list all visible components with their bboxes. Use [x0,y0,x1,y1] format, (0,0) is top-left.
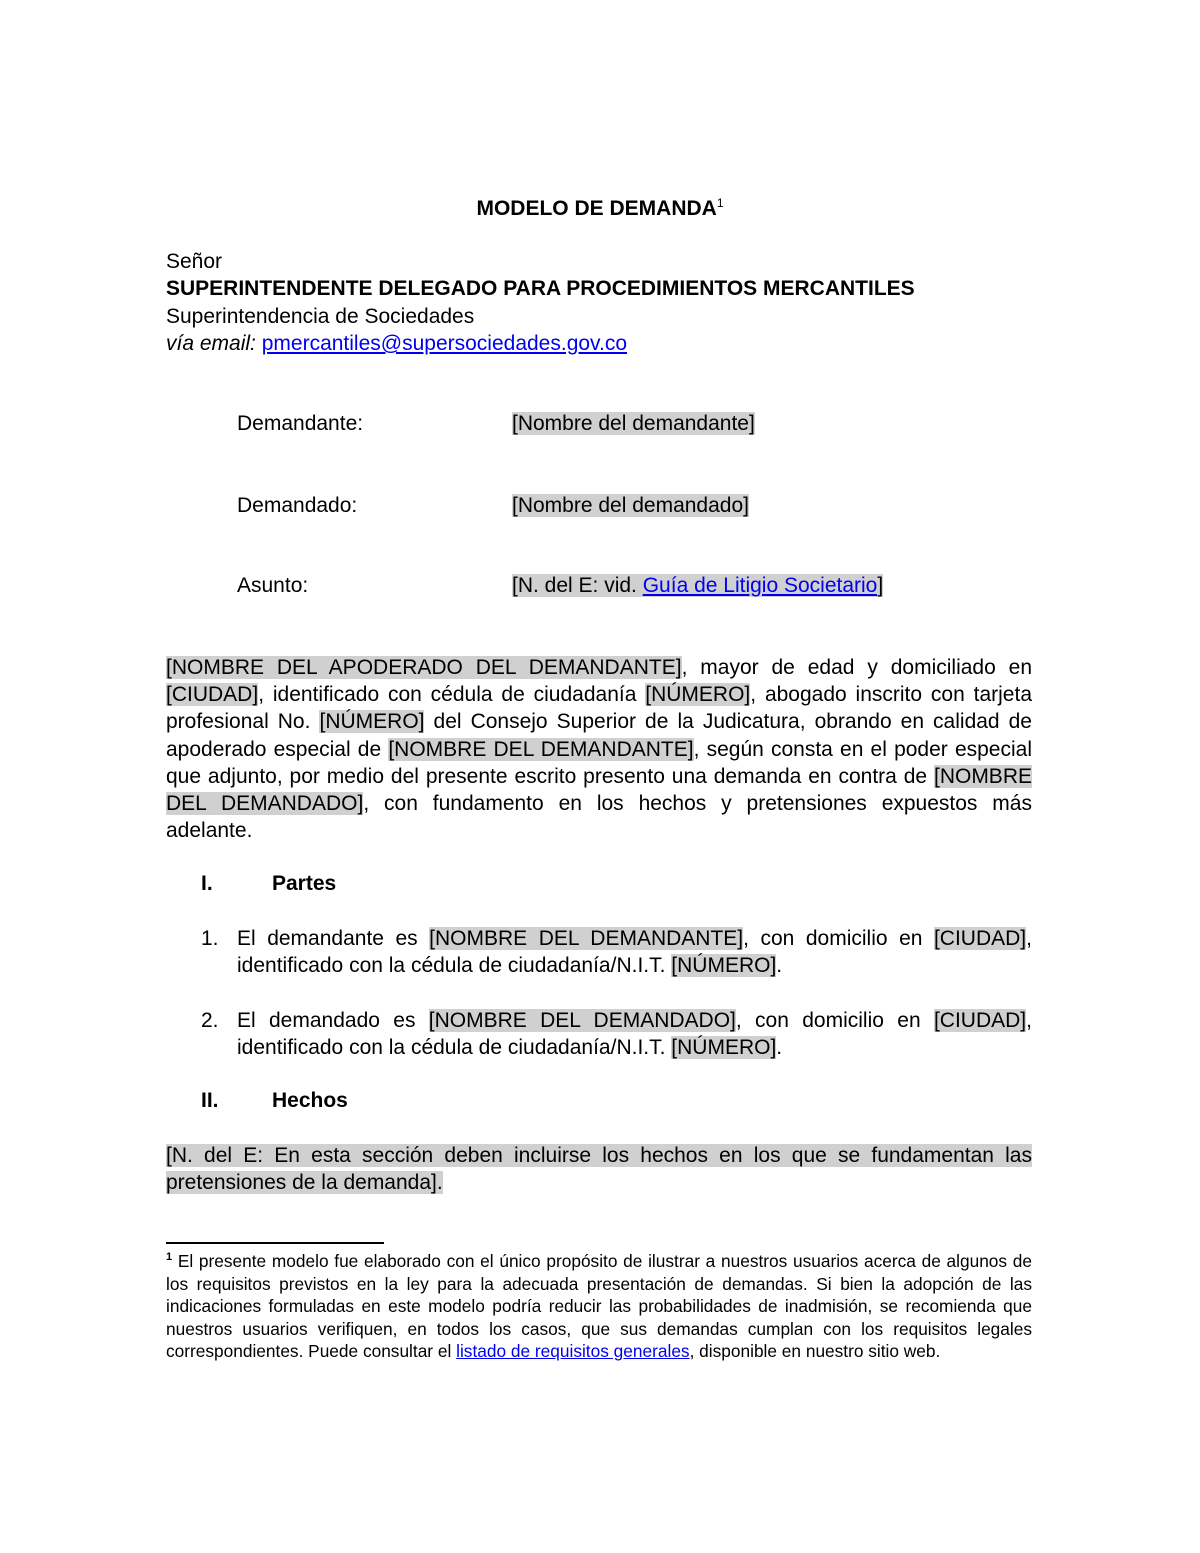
section-number-partes: I. [201,872,213,895]
placeholder: [Nombre del demandado] [512,494,749,517]
field-label-demandante: Demandante: [237,412,364,435]
intro-paragraph [166,654,1032,844]
salutation: Señor [166,250,223,273]
field-value-demandado [512,492,749,519]
text-run: del Consejo Superior de la Judicatura, obrando en calidad de apoderado especial de [166,710,1032,761]
placeholder: [NOMBRE DEL DEMANDADO] [428,1009,736,1032]
text-run: , según consta en el poder especial que adjunto, por medio del presente escrito presento una demanda en contra de [166,737,1032,788]
text-run: , identificado con cédula de ciudadanía [258,683,646,707]
placeholder: [NOMBRE DEL DEMANDADO] [166,764,1032,816]
addressee-email-line [166,330,1066,357]
email-link[interactable]: pmercantiles@supersociedades.gov.co [261,332,628,355]
text-run: El demandado es [237,1009,429,1032]
list-number-2: 2. [201,1009,219,1032]
placeholder: [NÚMERO] [645,683,751,707]
guia-litigio-link[interactable]: Guía de Litigio Societario [642,574,878,597]
text-run: , mayor de edad y domiciliado en [681,656,1033,679]
placeholder: [NOMBRE DEL APODERADO DEL DEMANDANTE] [166,656,682,679]
placeholder: [CIUDAD] [933,1009,1027,1032]
footnote-mark: 1 [166,1251,173,1264]
section-title-hechos: Hechos [272,1089,348,1112]
footnote-separator [166,1242,384,1244]
title-footnote-mark[interactable]: 1 [716,196,724,210]
text-run: . [776,954,783,978]
asunto-suffix: ] [877,574,884,597]
field-value-asunto [512,572,883,599]
list-item-demandante [237,925,1032,979]
placeholder: [NÚMERO] [671,954,777,978]
text-run: , abogado inscrito con tarjeta profesional No. [166,683,1032,734]
placeholder: [NOMBRE DEL DEMANDANTE] [429,927,744,950]
section-title-partes: Partes [272,872,337,895]
title-text: MODELO DE DEMANDA [476,197,717,220]
asunto-prefix: [N. del E: vid. [512,574,643,597]
text-run: , con domicilio en [743,927,934,950]
field-label-demandado: Demandado: [237,494,358,517]
text-run: , identificado con la cédula de ciudadanía/N.I.T. [237,1009,1032,1060]
hechos-note [166,1142,1032,1196]
section-number-hechos: II. [201,1089,219,1112]
placeholder: [NÚMERO] [671,1036,777,1060]
footnote-suffix: , disponible en nuestro sitio web. [689,1341,941,1362]
addressee-entity: Superintendencia de Sociedades [166,305,475,328]
field-label-asunto: Asunto: [237,574,309,597]
footnote [166,1250,1032,1363]
placeholder: [CIUDAD] [166,683,259,707]
list-number-1: 1. [201,927,219,950]
text-run: , con fundamento en los hechos y pretensiones expuestos más adelante. [166,792,1032,843]
requisitos-link[interactable]: listado de requisitos generales [456,1341,690,1362]
footnote-text: El presente modelo fue elaborado con el único propósito de ilustrar a nuestros usuarios acerca de algunos de los requisitos previstos en la ley para la adecuada presentación de demandas. Si bien la adopción de las indicaciones formuladas en este modelo podría reducir las probabilidades de inadmisión, se recomienda que nuestros usuarios verifiquen, en todos los casos, que sus demandas cumplan con los requisitos legales correspondientes. Puede consultar el [166,1251,1032,1362]
field-value-demandante [512,410,755,437]
addressee-position: SUPERINTENDENTE DELEGADO PARA PROCEDIMIENTOS MERCANTILES [166,277,915,300]
placeholder: [N. del E: En esta sección deben incluirse los hechos en los que se fundamentan las pretensiones de la demanda]. [166,1144,1032,1194]
text-run: . [776,1036,783,1060]
email-prefix: vía email: [166,332,256,355]
placeholder: [NOMBRE DEL DEMANDANTE] [388,737,694,761]
list-item-demandado [237,1007,1032,1061]
placeholder: [Nombre del demandante] [512,412,755,435]
text-run: , identificado con la cédula de ciudadanía/N.I.T. [237,927,1032,978]
placeholder: [NÚMERO] [319,710,425,734]
text-run: , con domicilio en [735,1009,934,1032]
placeholder: [CIUDAD] [933,927,1027,950]
text-run: El demandante es [237,927,430,950]
document-title [0,195,1200,223]
